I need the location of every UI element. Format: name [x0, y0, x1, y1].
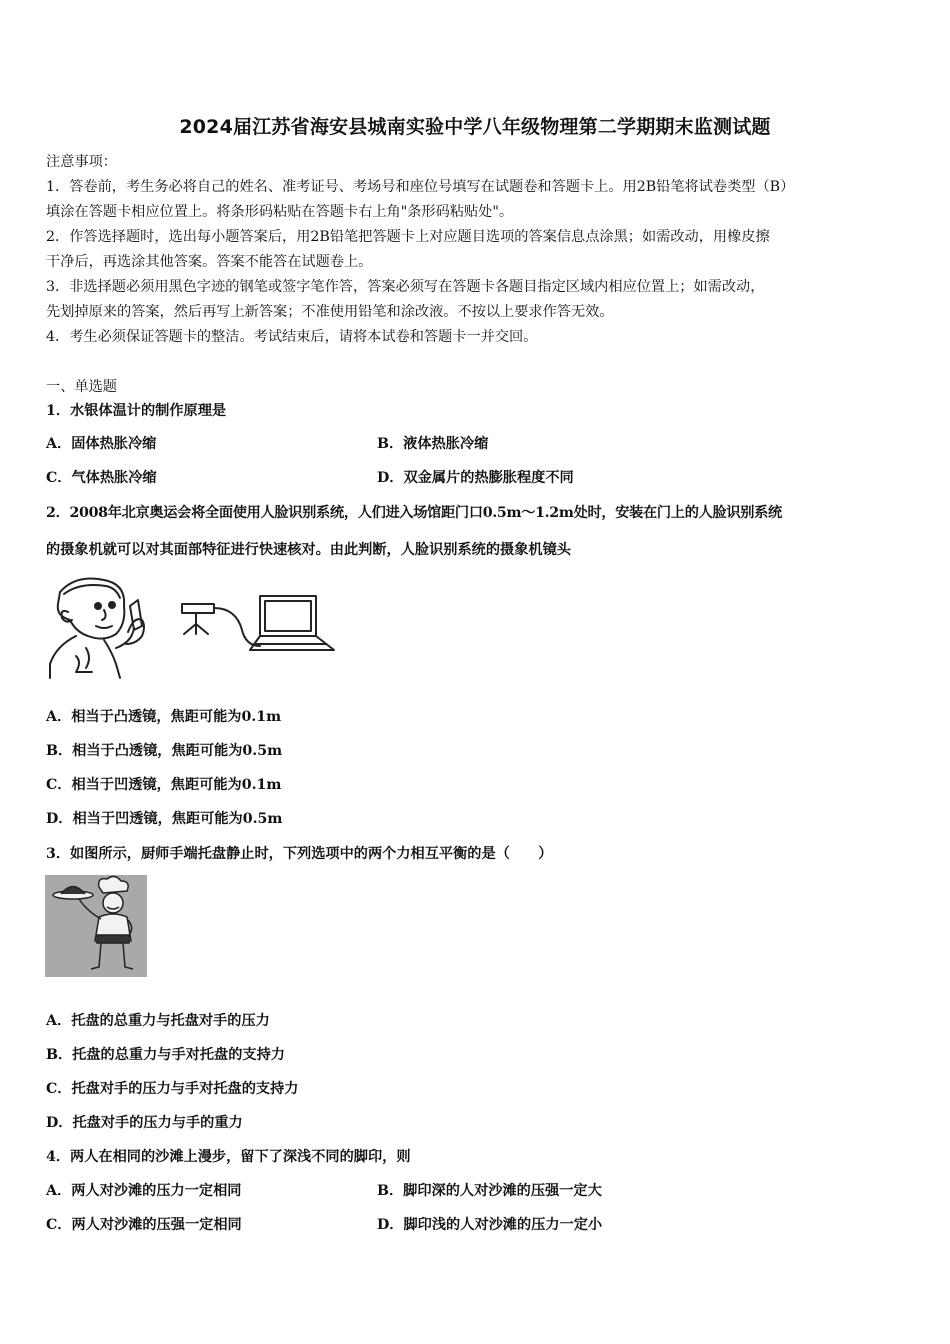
q3-option-c: C．托盘对手的压力与手对托盘的支持力: [46, 1081, 299, 1097]
q2-option-c: C．相当于凹透镜，焦距可能为0.1m: [46, 777, 282, 793]
chef-holding-tray-illustration: [45, 875, 147, 977]
question-2-stem: 2．2008年北京奥运会将全面使用人脸识别系统，人们进入场馆距门口0.5m～1.2m处时，安装在门上的人脸识别系统: [46, 505, 782, 521]
q4-option-d: D．脚印浅的人对沙滩的压力一定小: [377, 1217, 603, 1233]
question-4-stem: 4．两人在相同的沙滩上漫步，留下了深浅不同的脚印，则: [46, 1149, 411, 1165]
notice-line: 1．答卷前，考生务必将自己的姓名、准考证号、考场号和座位号填写在试题卷和答题卡上。用2B铅笔将试卷类型（B）: [46, 179, 795, 195]
page-title: 2024届江苏省海安县城南实验中学八年级物理第二学期期末监测试题: [179, 116, 771, 138]
q1-option-b: B．液体热胀冷缩: [377, 436, 489, 452]
q1-option-a: A．固体热胀冷缩: [46, 436, 157, 452]
q2-option-b: B．相当于凸透镜，焦距可能为0.5m: [46, 743, 283, 759]
notice-heading: 注意事项：: [46, 154, 117, 170]
section-heading: 一、单选题: [46, 379, 117, 395]
notice-line: 先划掉原来的答案，然后再写上新答案；不准使用铅笔和涂改液。不按以上要求作答无效。: [46, 304, 614, 320]
question-2-stem: 的摄象机就可以对其面部特征进行快速核对。由此判断，人脸识别系统的摄象机镜头: [46, 542, 571, 558]
q1-option-c: C．气体热胀冷缩: [46, 470, 157, 486]
question-3-stem: 3．如图所示，厨师手端托盘静止时，下列选项中的两个力相互平衡的是（ ）: [46, 846, 553, 862]
notice-line: 干净后，再选涂其他答案。答案不能答在试题卷上。: [46, 254, 373, 270]
question-1-stem: 1．水银体温计的制作原理是: [46, 403, 227, 419]
q2-option-d: D．相当于凹透镜，焦距可能为0.5m: [46, 811, 283, 827]
notice-line: 2．作答选择题时，选出每小题答案后，用2B铅笔把答题卡上对应题目选项的答案信息点涂黑；如需改动，用橡皮擦: [46, 229, 770, 245]
q3-option-a: A．托盘的总重力与托盘对手的压力: [46, 1013, 270, 1029]
notice-line: 填涂在答题卡相应位置上。将条形码粘贴在答题卡右上角"条形码粘贴处"。: [46, 204, 514, 220]
notice-line: 3．非选择题必须用黑色字迹的钢笔或签字笔作答，答案必须写在答题卡各题目指定区域内相应位置上；如需改动，: [46, 279, 765, 295]
q2-option-a: A．相当于凸透镜，焦距可能为0.1m: [46, 709, 282, 725]
q3-option-d: D．托盘对手的压力与手的重力: [46, 1115, 243, 1131]
q4-option-b: B．脚印深的人对沙滩的压强一定大: [377, 1183, 602, 1199]
q1-option-d: D．双金属片的热膨胀程度不同: [377, 470, 574, 486]
q3-option-b: B．托盘的总重力与手对托盘的支持力: [46, 1047, 285, 1063]
face-recognition-illustration: [46, 572, 338, 680]
q4-option-c: C．两人对沙滩的压强一定相同: [46, 1217, 242, 1233]
q4-option-a: A．两人对沙滩的压力一定相同: [46, 1183, 242, 1199]
notice-line: 4．考生必须保证答题卡的整洁。考试结束后，请将本试卷和答题卡一并交回。: [46, 329, 538, 345]
